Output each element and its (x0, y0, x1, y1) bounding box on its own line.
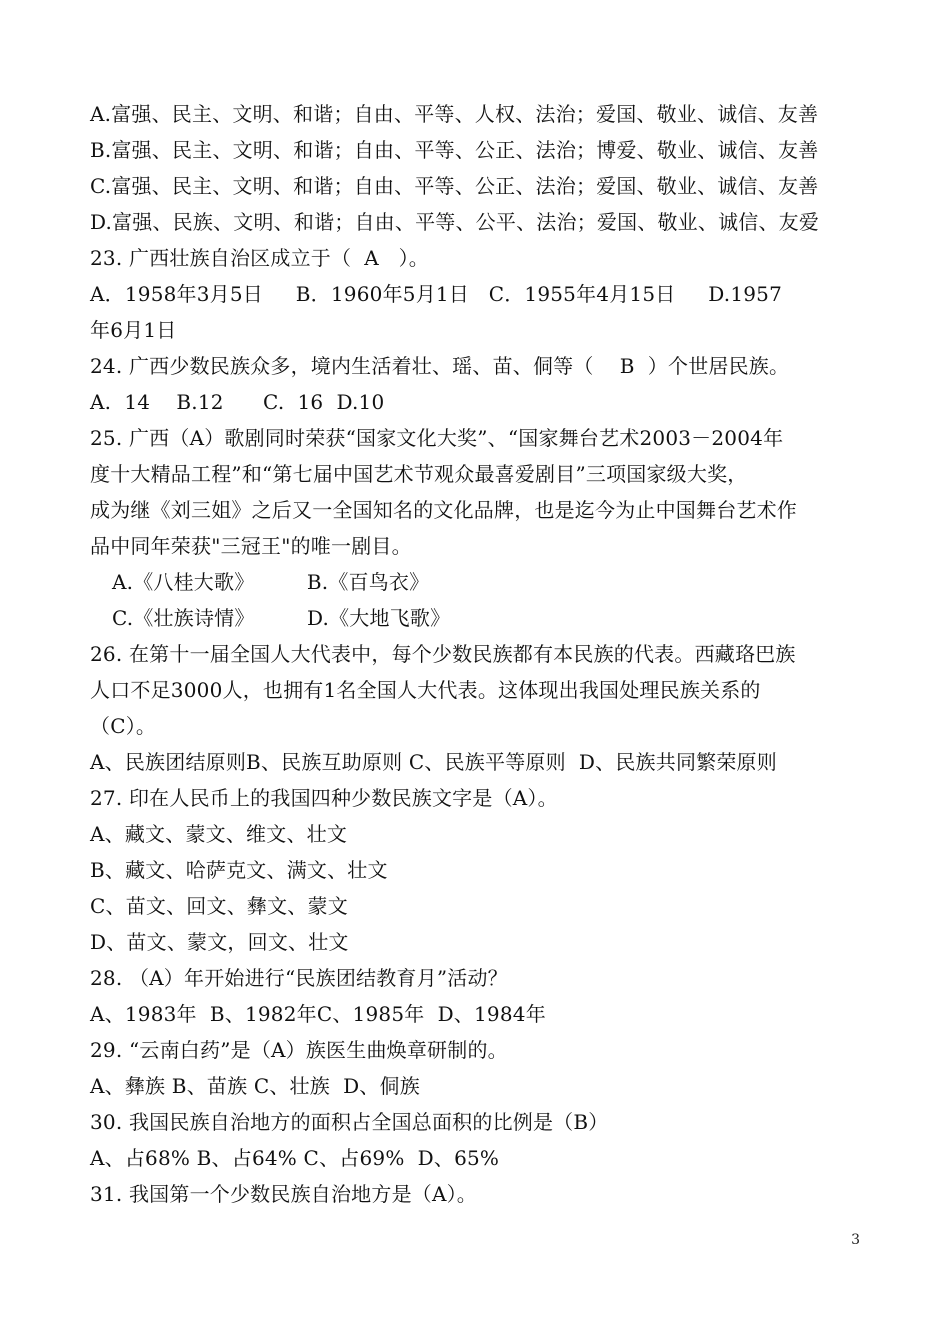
question-25-cont: 度十大精品工程”和“第七届中国艺术节观众最喜爱剧目”三项国家级大奖， (90, 462, 748, 486)
option-line: C.富强、民主、文明、和谐；自由、平等、公正、法治；爱国、敬业、诚信、友善 (90, 174, 819, 198)
question-26-cont: （C）。 (90, 714, 157, 738)
question-27: 27. 印在人民币上的我国四种少数民族文字是（A）。 (90, 786, 558, 810)
question-26-cont: 人口不足3000人，也拥有1名全国人大代表。这体现出我国处理民族关系的 (90, 678, 761, 702)
question-24: 24. 广西少数民族众多，境内生活着壮、瑶、苗、侗等（ B ）个世居民族。 (90, 354, 790, 378)
question-23: 23. 广西壮族自治区成立于（ A ）。 (90, 246, 429, 270)
option-line: A.富强、民主、文明、和谐；自由、平等、人权、法治；爱国、敬业、诚信、友善 (90, 102, 819, 126)
option-line: B.富强、民主、文明、和谐；自由、平等、公正、法治；博爱、敬业、诚信、友善 (90, 138, 819, 162)
question-25-cont: 品中同年荣获"三冠王"的唯一剧目。 (90, 534, 412, 558)
question-30: 30. 我国民族自治地方的面积占全国总面积的比例是（B） (90, 1110, 609, 1134)
question-23-options: A．1958年3月5日 B．1960年5月1日 C．1955年4月15日 D.1957 (90, 282, 783, 306)
question-25-options: A.《八桂大歌》 B.《百鸟衣》 (112, 570, 430, 594)
question-27-option-b: B、藏文、哈萨克文、满文、壮文 (90, 858, 388, 882)
question-29-options: A、彝族 B、苗族 C、壮族 D、侗族 (90, 1074, 420, 1098)
question-28: 28. （A）年开始进行“民族团结教育月”活动？ (90, 966, 508, 990)
question-27-option-c: C、苗文、回文、彝文、蒙文 (90, 894, 348, 918)
question-24-options: A. 14 B.12 C. 16 D.10 (90, 390, 385, 414)
question-23-options-cont: 年6月1日 (90, 318, 177, 342)
question-30-options: A、占68% B、占64% C、占69% D、65% (90, 1146, 500, 1170)
page-number: 3 (851, 1232, 860, 1248)
question-31: 31. 我国第一个少数民族自治地方是（A）。 (90, 1182, 478, 1206)
question-25-options: C.《壮族诗情》 D.《大地飞歌》 (112, 606, 451, 630)
question-25-cont: 成为继《刘三姐》之后又一全国知名的文化品牌，也是迄今为止中国舞台艺术作 (90, 498, 797, 522)
question-27-option-a: A、藏文、蒙文、维文、壮文 (90, 822, 348, 846)
option-line: D.富强、民族、文明、和谐；自由、平等、公平、法治；爱国、敬业、诚信、友爱 (90, 210, 820, 234)
question-29: 29. “云南白药”是（A）族医生曲焕章研制的。 (90, 1038, 508, 1062)
document-body (90, 96, 862, 1212)
question-26-options: A、民族团结原则B、民族互助原则 C、民族平等原则 D、民族共同繁荣原则 (90, 750, 777, 774)
question-27-option-d: D、苗文、蒙文，回文、壮文 (90, 930, 349, 954)
question-26: 26. 在第十一届全国人大代表中，每个少数民族都有本民族的代表。西藏珞巴族 (90, 642, 796, 666)
question-25: 25. 广西（A）歌剧同时荣获“国家文化大奖”、“国家舞台艺术2003－2004年 (90, 426, 784, 450)
question-28-options: A、1983年 B、1982年C、1985年 D、1984年 (90, 1002, 546, 1026)
